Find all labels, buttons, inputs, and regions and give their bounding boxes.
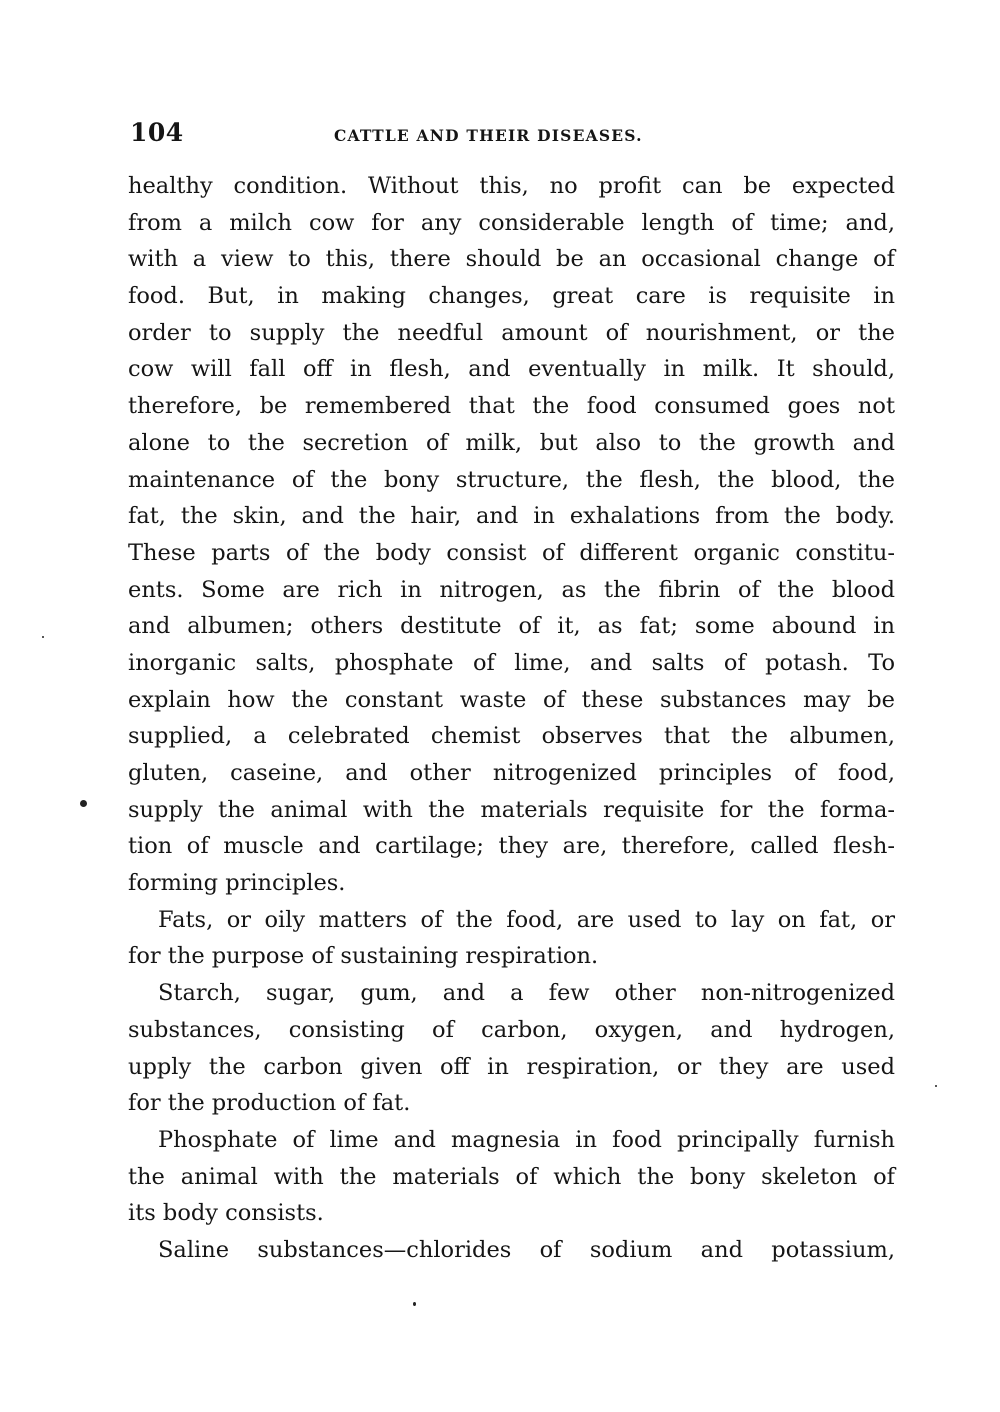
text-line: inorganic salts, phosphate of lime, and salts of potash. To xyxy=(128,649,895,676)
text-line: food. But, in making changes, great care is requisite in xyxy=(128,283,895,310)
text-line: for the production of fat. xyxy=(128,1090,411,1117)
text-line: fat, the skin, and the hair, and in exhalations from the body. xyxy=(128,503,895,530)
text-line: tion of muscle and cartilage; they are, therefore, called flesh- xyxy=(128,833,895,860)
paragraph xyxy=(128,1232,895,1269)
body-text xyxy=(128,168,895,1269)
text-line: alone to the secretion of milk, but also to the growth and xyxy=(128,429,895,456)
text-line: Starch, sugar, gum, and a few other non-nitrogenized xyxy=(158,980,895,1007)
text-line: forming principles. xyxy=(128,870,346,897)
text-line: from a milch cow for any considerable length of time; and, xyxy=(128,209,895,236)
running-title: CATTLE AND THEIR DISEASES. xyxy=(334,126,643,145)
paragraph xyxy=(128,902,895,975)
text-line: the animal with the materials of which the bony skeleton of xyxy=(128,1163,895,1190)
scan-speck xyxy=(80,800,87,807)
text-line: gluten, caseine, and other nitrogenized principles of food, xyxy=(128,760,895,786)
text-line: maintenance of the bony structure, the flesh, the blood, the xyxy=(128,466,895,493)
page-header xyxy=(130,118,890,158)
text-line: Saline substances—chlorides of sodium and potassium, xyxy=(158,1236,895,1263)
text-line: These parts of the body consist of different organic constitu- xyxy=(128,539,895,566)
text-line: supply the animal with the materials requisite for the forma- xyxy=(128,796,895,823)
text-line: cow will fall off in flesh, and eventually in milk. It should, xyxy=(128,356,895,383)
text-line: explain how the constant waste of these substances may be xyxy=(128,686,895,713)
text-line: ents. Some are rich in nitrogen, as the fibrin of the blood xyxy=(128,576,895,603)
text-line: and albumen; others destitute of it, as fat; some abound in xyxy=(128,613,895,640)
text-line: therefore, be remembered that the food consumed goes not xyxy=(128,393,895,420)
text-line: with a view to this, there should be an occasional change of xyxy=(128,246,895,273)
paragraph xyxy=(128,975,895,1122)
text-line: upply the carbon given off in respiration, or they are used xyxy=(128,1053,895,1080)
paragraph xyxy=(128,1122,895,1232)
text-line: supplied, a celebrated chemist observes that the albumen, xyxy=(128,723,895,750)
scan-speck xyxy=(935,1085,937,1087)
text-line: substances, consisting of carbon, oxygen, and hydrogen, xyxy=(128,1016,895,1043)
scan-speck xyxy=(413,1302,416,1306)
scan-speck xyxy=(42,636,44,638)
text-line: Phosphate of lime and magnesia in food principally furnish xyxy=(158,1126,895,1153)
text-line: for the purpose of sustaining respiration. xyxy=(128,943,599,970)
text-line: Fats, or oily matters of the food, are used to lay on fat, or xyxy=(158,906,895,933)
text-line: its body consists. xyxy=(128,1200,324,1227)
page-number: 104 xyxy=(130,118,184,147)
text-line: order to supply the needful amount of nourishment, or the xyxy=(128,319,895,346)
text-line: healthy condition. Without this, no profit can be expected xyxy=(128,173,895,199)
paragraph xyxy=(128,168,895,902)
